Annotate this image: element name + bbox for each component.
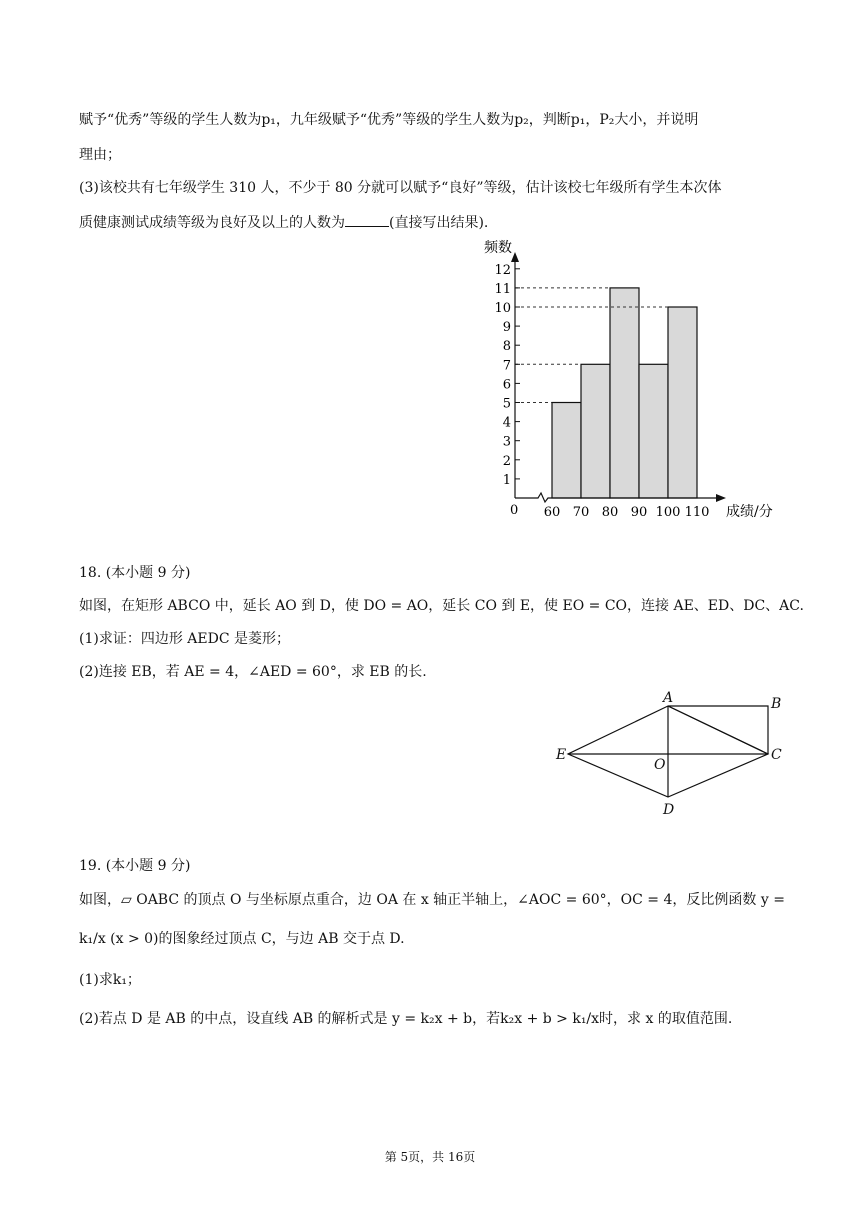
point-label-a: A <box>663 690 674 706</box>
y-axis-arrow <box>511 252 519 262</box>
text-line: 如图，在矩形 ABCO 中，延长 AO 到 D，使 DO = AO，延长 CO 到 E，使 EO = CO，连接 AE、ED、DC、AC. <box>79 598 804 614</box>
text-line: k₁/x (x > 0)的图象经过顶点 C，与边 AB 交于点 D. <box>79 931 405 947</box>
text-line: (1)求证：四边形 AEDC 是菱形； <box>79 631 290 647</box>
point-label-e: E <box>556 747 567 763</box>
histogram-bar <box>581 364 610 498</box>
question-header: 19. (本小题 9 分) <box>79 858 191 874</box>
x-tick-label: 60 <box>543 505 561 520</box>
x-tick-label: 80 <box>601 505 619 520</box>
y-tick-label: 3 <box>502 434 511 450</box>
x-tick-label: 90 <box>630 505 648 520</box>
text-line: (2)若点 D 是 AB 的中点，设直线 AB 的解析式是 y = k₂x + b，若k₂x + b > k₁/x时，求 x 的取值范围. <box>79 1011 733 1027</box>
x-axis-label: 成绩/分 <box>726 504 773 520</box>
y-axis-label: 频数 <box>484 240 512 256</box>
point-label-o: O <box>654 757 666 773</box>
y-tick-label: 8 <box>502 339 511 355</box>
text-line: 如图，▱ OABC 的顶点 O 与坐标原点重合，边 OA 在 x 轴正半轴上，∠AOC = 60°，OC = 4，反比例函数 y = <box>79 892 785 908</box>
y-tick-label: 10 <box>494 301 511 316</box>
answer-blank <box>345 212 389 227</box>
y-tick-label: 4 <box>502 415 511 431</box>
text-segment: 质健康测试成绩等级为良好及以上的人数为 <box>79 215 345 231</box>
text-line: 理由； <box>79 147 121 163</box>
histogram-chart <box>470 236 780 526</box>
origin-label: 0 <box>510 503 519 518</box>
point-label-c: C <box>771 747 782 763</box>
histogram-bar <box>610 288 639 498</box>
y-tick-label: 12 <box>494 262 511 278</box>
text-line: 赋予“优秀”等级的学生人数为p₁，九年级赋予“优秀”等级的学生人数为p₂，判断p₁，P₂大小，并说明 <box>79 112 699 128</box>
y-tick-label: 7 <box>502 358 511 374</box>
point-label-d: D <box>663 802 675 818</box>
histogram-bar <box>668 307 697 498</box>
rhombus-figure <box>550 690 790 820</box>
text-line: (1)求k₁； <box>79 972 141 988</box>
histogram-bar <box>639 364 668 498</box>
x-tick-label: 70 <box>572 505 590 520</box>
y-tick-label: 11 <box>494 281 511 297</box>
question-header: 18. (本小题 9 分) <box>79 565 191 581</box>
text-line <box>79 212 488 233</box>
x-tick-label: 100 <box>655 505 681 520</box>
histogram-bar <box>552 403 581 499</box>
y-tick-label: 6 <box>502 377 511 393</box>
y-tick-label: 2 <box>502 453 511 469</box>
x-tick-label: 110 <box>684 505 710 520</box>
y-tick-label: 1 <box>502 472 511 488</box>
text-segment: (直接写出结果). <box>389 215 489 231</box>
segment-ac <box>668 706 768 754</box>
y-tick-label: 5 <box>502 396 511 412</box>
page-footer: 第 5页，共 16页 <box>384 1150 476 1164</box>
text-line: (3)该校共有七年级学生 310 人，不少于 80 分就可以赋予“良好”等级，估计该校七年级所有学生本次体 <box>79 180 722 196</box>
text-line: (2)连接 EB，若 AE = 4，∠AED = 60°，求 EB 的长. <box>79 664 427 680</box>
point-label-b: B <box>771 696 782 712</box>
x-axis-arrow <box>716 494 726 502</box>
y-tick-label: 9 <box>502 320 511 336</box>
